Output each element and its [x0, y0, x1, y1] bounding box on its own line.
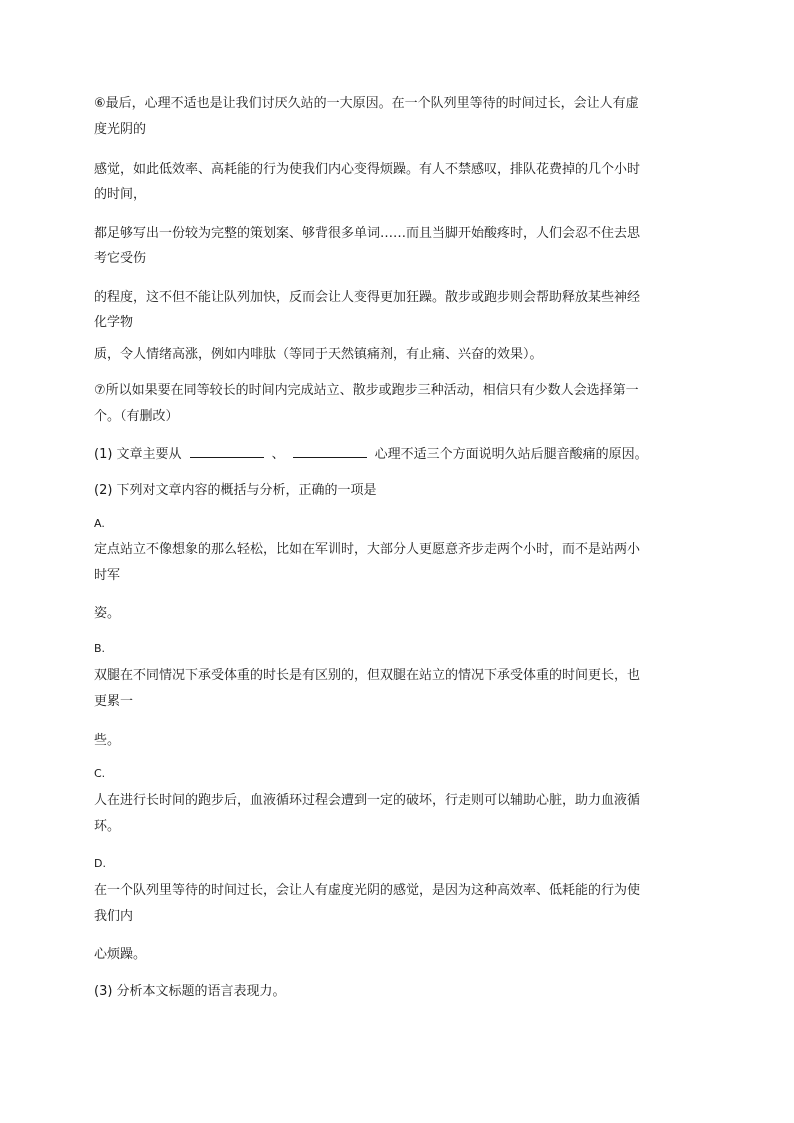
option-d-line-3: 心烦躁。: [94, 947, 147, 962]
paragraph-6-line-3: 感觉，如此低效率、高耗能的行为使我们内心变得烦躁。有人不禁感叹，排队花费掉的几个小时: [94, 162, 641, 177]
option-c-label: C.: [94, 767, 106, 780]
option-b-line-1: 双腿在不同情况下承受体重的时长是有区别的，但双腿在站立的情况下承受体重的时间更长，也: [94, 668, 641, 683]
paragraph-6-line-6: 考它受伤: [94, 251, 147, 266]
answer-blank-1[interactable]: [190, 445, 264, 458]
question-1: [94, 445, 700, 464]
question-1-prefix: (1) 文章主要从: [94, 447, 182, 462]
paragraph-6-line-2: 度光阴的: [94, 122, 147, 137]
option-a-label: A.: [94, 517, 105, 530]
option-c-line-1: 人在进行长时间的跑步后，血液循环过程会遭到一定的破坏，行走则可以辅助心脏，助力血液循: [94, 793, 641, 808]
paragraph-6-line-8: 化学物: [94, 315, 134, 330]
option-d-line-2: 我们内: [94, 909, 134, 924]
option-b-line-3: 些。: [94, 733, 121, 748]
paragraph-6-line-4: 的时间，: [94, 187, 147, 202]
answer-blank-2[interactable]: [293, 445, 367, 458]
option-b-line-2: 更累一: [94, 694, 134, 709]
question-1-separator: 、: [271, 447, 285, 462]
question-3: (3) 分析本文标题的语言表现力。: [94, 984, 286, 999]
option-c-line-2: 环。: [94, 819, 121, 834]
paragraph-6-line-7: 的程度，这不但不能让队列加快，反而会让人变得更加狂躁。散步或跑步则会帮助释放某些神经: [94, 290, 641, 305]
option-d-label: D.: [94, 857, 106, 870]
paragraph-6-line-9: 质，令人情绪高涨，例如内啡肽（等同于天然镇痛剂，有止痛、兴奋的效果）。: [94, 347, 543, 362]
option-a-line-1: 定点站立不像想象的那么轻松，比如在军训时，大部分人更愿意齐步走两个小时，而不是站两小: [94, 542, 641, 557]
paragraph-6-line-1: ⑥最后，心理不适也是让我们讨厌久站的一大原因。在一个队列里等待的时间过长，会让人有虚: [94, 96, 639, 111]
option-a-line-3: 姿。: [94, 606, 121, 621]
paragraph-7-line-2: 个。（有删改）: [94, 409, 179, 424]
question-2: (2) 下列对文章内容的概括与分析，正确的一项是: [94, 483, 377, 498]
option-a-line-2: 时军: [94, 568, 121, 583]
option-b-label: B.: [94, 642, 106, 655]
paragraph-7-line-1: ⑦所以如果要在同等较长的时间内完成站立、散步或跑步三种活动，相信只有少数人会选择第一: [94, 383, 639, 398]
question-1-suffix: 心理不适三个方面说明久站后腿音酸痛的原因。: [374, 447, 648, 462]
option-d-line-1: 在一个队列里等待的时间过长，会让人有虚度光阴的感觉，是因为这种高效率、低耗能的行为使: [94, 883, 641, 898]
paragraph-6-line-5: 都足够写出一份较为完整的策划案、够背很多单词……而且当脚开始酸疼时，人们会忍不住去思: [94, 226, 641, 241]
